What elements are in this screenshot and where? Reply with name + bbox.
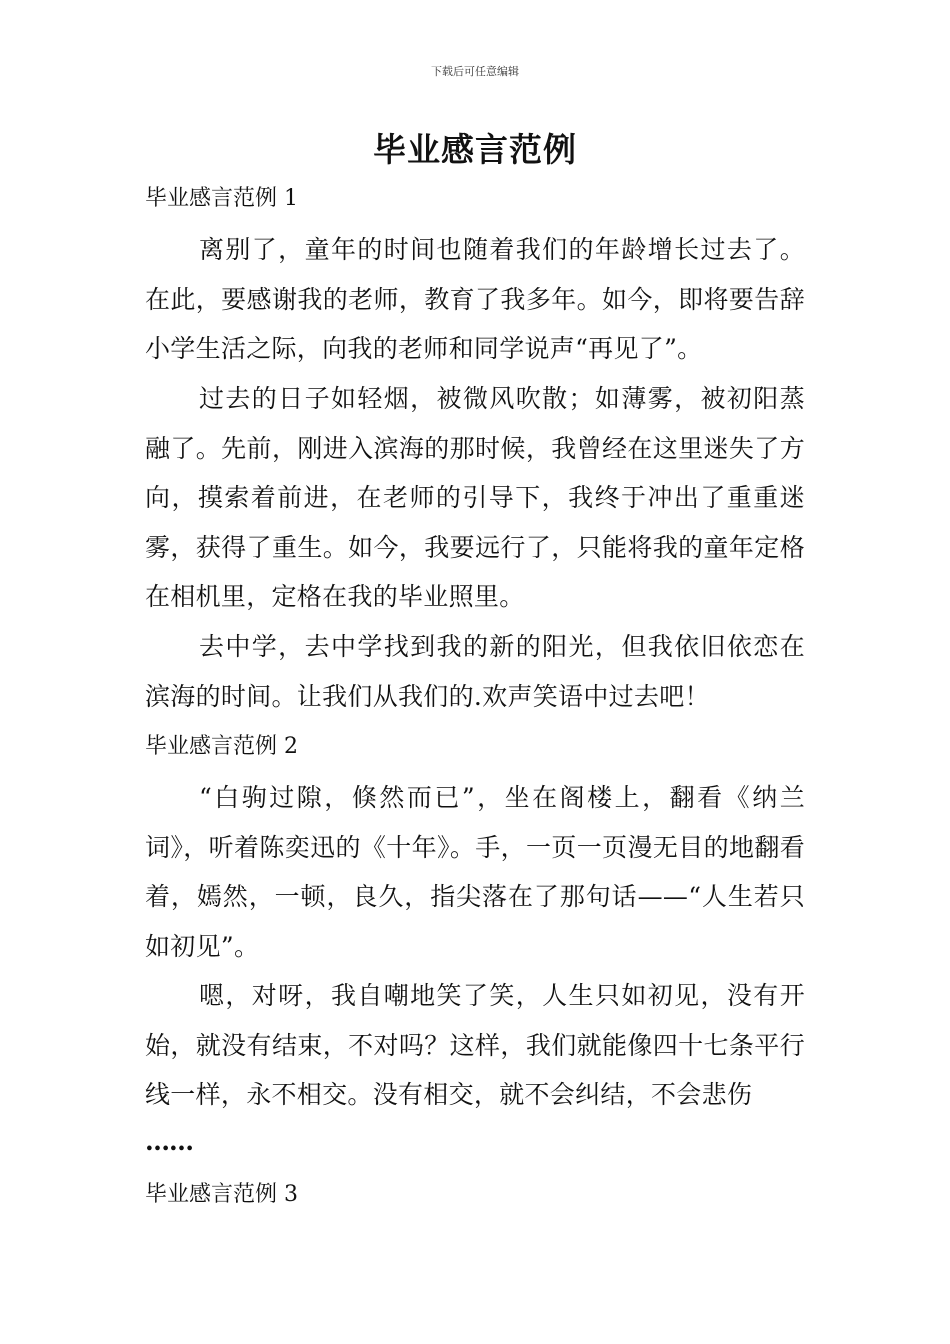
header-note: 下载后可任意编辑 <box>431 65 519 78</box>
section-heading-3: 毕业感言范例 3 <box>145 1182 298 1207</box>
paragraph-2-ellipsis: …… <box>145 1127 193 1156</box>
paragraph-2-2: 嗯，对呀，我自嘲地笑了笑，人生只如初见，没有开始，就没有结束，不对吗？这样，我们就能像四十七条平行线一样，永不相交。没有相交，就不会纠结，不会悲伤 <box>145 981 805 1109</box>
section-heading-1: 毕业感言范例 1 <box>145 186 298 211</box>
paragraph-1-1: 离别了，童年的时间也随着我们的年龄增长过去了。在此，要感谢我的老师，教育了我多年。如今，即将要告辞小学生活之际，向我的老师和同学说声“再见了”。 <box>145 235 805 363</box>
section-heading-2: 毕业感言范例 2 <box>145 734 298 759</box>
paragraph-2-1: “白驹过隙，倏然而已”，坐在阁楼上，翻看《纳兰词》，听着陈奕迅的《十年》。手，一页一页漫无目的地翻看着，嫣然，一顿，良久，指尖落在了那句话——“人生若只如初见”。 <box>145 783 805 961</box>
paragraph-1-2: 过去的日子如轻烟，被微风吹散；如薄雾，被初阳蒸融了。先前，刚进入滨海的那时候，我曾经在这里迷失了方向，摸索着前进，在老师的引导下，我终于冲出了重重迷雾，获得了重生。如今，我要远行了，只能将我的童年定格在相机里，定格在我的毕业照里。 <box>145 384 805 611</box>
paragraph-1-3: 去中学，去中学找到我的新的阳光，但我依旧依恋在滨海的时间。让我们从我们的.欢声笑语中过去吧！ <box>145 632 805 711</box>
page-title: 毕业感言范例 <box>373 130 577 169</box>
